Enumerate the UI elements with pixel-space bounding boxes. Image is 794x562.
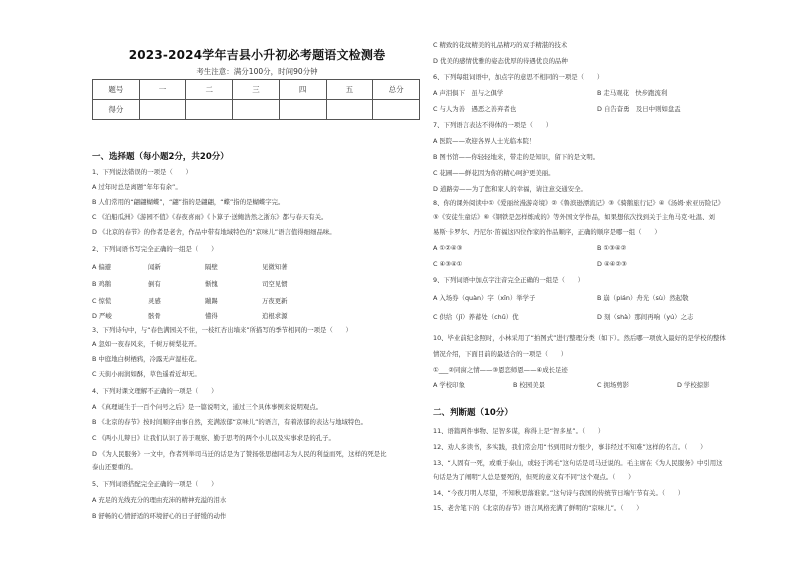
- q5-option-b: B 舒畅的心情舒适的环境舒心的日子舒缓的动作: [92, 512, 227, 520]
- q2-row-b: [92, 279, 422, 288]
- q2-cell: 蹦踢: [205, 297, 218, 305]
- q2-cell: A 偏避: [92, 263, 112, 271]
- q5-option-d: D 优美的感情优雅的姿态优厚的待遇优良的品种: [433, 57, 568, 65]
- q5-option-c: C 精致的花纹精美的礼品精巧的双手精湛的技术: [433, 41, 568, 49]
- q8-option-a: A ①②④③: [433, 244, 463, 252]
- q5-option-a: A 充足的光线充分的理由充沛的精神充溢的泪水: [92, 496, 227, 504]
- q9-option-c: C 供给（jǐ）养蓄处（chǔ）优: [433, 313, 519, 321]
- q2-row-a: [92, 262, 422, 271]
- q15: 15、老舍笔下的《北京的春节》语言风格充满了鲜明的“京味儿”。（ ）: [433, 504, 643, 512]
- q6-option-a: A 声泪俱下 虽与之俱学: [433, 89, 504, 97]
- score-cell[interactable]: [139, 100, 186, 120]
- q2-cell: 追根求源: [262, 312, 288, 320]
- q12: 12、劝人多读书，多实践，我们常会用“书到用时方恨少，事非经过不知难”这样的名言。（ ）: [433, 443, 707, 451]
- q8-option-d: D ④④②③: [597, 260, 627, 268]
- q10-stem-line3: ①___②同窗之情——③恩恋师恩——④成长足迹: [433, 366, 568, 374]
- q2-cell: 见微知著: [262, 263, 288, 271]
- q2-cell: 灵感: [148, 297, 161, 305]
- q2-stem: 2、下列词语书写完全正确的一组是（ ）: [92, 245, 218, 253]
- q2-cell: 懂得: [205, 312, 218, 320]
- q2-cell: 惭愧: [205, 280, 218, 288]
- score-row-label: 得分: [93, 100, 140, 120]
- q3-option-c: C 天街小雨润如酥，草色遥看近却无。: [92, 370, 201, 378]
- q8-stem: 8、你的课外阅读中①《爱丽丝漫游奇境》②《鲁滨逊漂流记》③《骑鹅旅行记》④《汤姆·索亚历险记》: [433, 199, 725, 207]
- q10-stem-line2: 情况介绍，下面目前的最适合的一项是（ ）: [433, 350, 568, 358]
- q1-option-d: D 《北京的春节》的作者是老舍，作品中带有地域特色的“京味儿”语言值得细细品味。: [92, 228, 336, 236]
- q1-option-c: C 《泊船瓜洲》《游园不值》《春夜喜雨》《卜算子·送鲍浩然之浙东》都与春天有关。: [92, 213, 328, 221]
- score-cell[interactable]: [373, 100, 420, 120]
- q3-stem: 3、下列诗句中，与“春色满园关不住，一枝红杏出墙来”所描写的季节相同的一项是（ ）: [92, 326, 352, 334]
- q4-option-c: C 《两小儿辩日》让我们认识了善于观察、勤于思考的两个小儿以及实事求是的孔子。: [92, 434, 335, 442]
- score-cell[interactable]: [279, 100, 326, 120]
- q2-cell: 万夜更新: [262, 297, 288, 305]
- score-cell[interactable]: [186, 100, 233, 120]
- q10-options: [433, 380, 768, 389]
- q8-option-c: C ④③④①: [433, 260, 463, 268]
- q2-cell: 骸骨: [148, 312, 161, 320]
- score-table-header-row: [93, 80, 420, 100]
- score-header-cell: 二: [186, 80, 233, 100]
- q2-cell: B 鸡鹅: [92, 280, 112, 288]
- section-choice-heading: 一、选择题（每小题2分，共20分）: [92, 152, 229, 162]
- q9-option-d: D 刻（shà）那间再响（yú）之志: [597, 313, 694, 321]
- score-header-cell: 五: [326, 80, 373, 100]
- q4-stem: 4、下列对课文理解不正确的一项是（ ）: [92, 387, 218, 395]
- q9-option-b: B 崩（pián）舟光（sù）然起敬: [597, 294, 689, 302]
- q6-option-c: C 与人为善 遇恶之善弃者也: [433, 105, 517, 113]
- exam-title: 2023-2024学年吉县小升初必考题语文检测卷: [128, 48, 386, 62]
- q13-line2: 句话是为了阐明“人总是要死的，但死的意义有不同”这个观点。（ ）: [433, 473, 635, 481]
- q3-option-a: A 忽如一夜春风来，千树万树梨花开。: [92, 340, 201, 348]
- q4-option-d-line2: 泰山还要重的。: [92, 463, 137, 471]
- score-table-score-row: [93, 100, 420, 120]
- q2-row-c: [92, 296, 422, 305]
- q10-option-d: D 学校掠影: [677, 381, 710, 389]
- q2-cell: D 严峻: [92, 312, 112, 320]
- q3-option-b: B 中庭地白树栖鸦，冷露无声湿桂花。: [92, 355, 201, 363]
- q1-option-a: A 过年时总是离题“年年有余”。: [92, 183, 182, 191]
- q7-option-d: D 道路旁——为了您和家人的幸福，请注意交通安全。: [433, 185, 587, 193]
- q10-option-a: A 学校印象: [433, 381, 465, 389]
- q1-stem: 1、下列说法错误的一项是（ ）: [92, 168, 192, 176]
- q2-cell: 司空见惯: [262, 280, 288, 288]
- q2-cell: 倒有: [148, 280, 161, 288]
- q2-cell: C 惊慌: [92, 297, 112, 305]
- q8-option-b: B ①③④②: [597, 244, 627, 252]
- q10-stem: 10、毕业前纪念照时，小林采用了“拍图式”进行整理分类（如下）。然后哪一项放入最好的是学校的整体: [433, 334, 726, 342]
- q11: 11、语篇两件事物、足智多谋，称得上是“智多星”。（ ）: [433, 427, 605, 435]
- q14: 14、“今夜月明人尽望，不知秋思落谁家。”这句诗与我国的传统节日端午节有关。（ ）: [433, 489, 685, 497]
- q13-line1: 13、“人固有一死，或重于泰山，或轻于鸿毛”这句话是司马迁说的。毛主席在《为人民服务》中引用这: [433, 459, 723, 467]
- score-header-cell: 总分: [373, 80, 420, 100]
- q2-cell: 闻新: [148, 263, 161, 271]
- q7-option-c: C 花圃——鲜花因为你的精心呵护更美丽。: [433, 169, 555, 177]
- q7-option-b: B 图书馆——你轻轻地来，带走的是知识，留下的是文明。: [433, 153, 600, 161]
- section-judge-heading: 二、判断题（10分）: [433, 408, 513, 418]
- q7-stem: 7、下列语言表达不得体的一项是（ ）: [433, 121, 553, 129]
- score-header-cell: 三: [233, 80, 280, 100]
- q4-option-a: A 《真理诞生于一百个问号之后》是一篇说明文，通过三个具体事例来说明观点。: [92, 403, 323, 411]
- score-header-cell: 题号: [93, 80, 140, 100]
- score-header-cell: 一: [139, 80, 186, 100]
- q4-option-d-line1: D 《为人民服务》一文中，作者列举司马迁的话是为了赞扬张思德同志为人民的利益而死，这样的死是比: [92, 450, 387, 458]
- q10-option-b: B 校园美景: [513, 381, 545, 389]
- q4-option-b: B 《北京的春节》按时间顺序由事自然，充满浓郁“京味儿”的语言，有着浓郁的表达与地域特色。: [92, 418, 368, 426]
- q9-option-a: A 入场券（quàn）字（xīn）举学子: [433, 294, 536, 302]
- q6-stem: 6、下列每组词语中，加点字的意思不相同的一项是（ ）: [433, 73, 604, 81]
- q2-cell: 隔壁: [205, 263, 218, 271]
- q7-option-a: A 医院——欢迎各界人士光临本院！: [433, 137, 536, 145]
- q1-option-b: B 人们常用的“翩翩蝴蝶”，“翩”指的是翩翩，“蝶”指的是蝴蝶字完。: [92, 198, 285, 206]
- q6-option-b: B 走马观花 快步跑流利: [597, 89, 668, 97]
- q8-stem-line2: ⑤《安徒生童话》⑥《钢铁是怎样炼成的》等外国文学作品，如果想依次找到关于主角马克·吐温、刘: [433, 213, 715, 221]
- score-cell[interactable]: [233, 100, 280, 120]
- q2-row-d: [92, 311, 422, 320]
- q6-option-d: D 自告奋勇 及日中则如盘盂: [597, 105, 681, 113]
- q5-stem: 5、下列词语搭配完全正确的一项是（ ）: [92, 480, 218, 488]
- score-cell[interactable]: [326, 100, 373, 120]
- q9-stem: 9、下列词语中加点字注音完全正确的一组是（ ）: [433, 276, 585, 284]
- q10-option-c: C 拥场剪影: [597, 381, 630, 389]
- exam-notice: 考生注意：满分100分，时间90分钟: [196, 67, 318, 76]
- score-table: [92, 79, 420, 120]
- score-header-cell: 四: [279, 80, 326, 100]
- q8-stem-line3: 易斯·卡罗尔、丹尼尔·笛福这四位作家的作品顺序，正确的顺序是哪一组（ ）: [433, 228, 661, 236]
